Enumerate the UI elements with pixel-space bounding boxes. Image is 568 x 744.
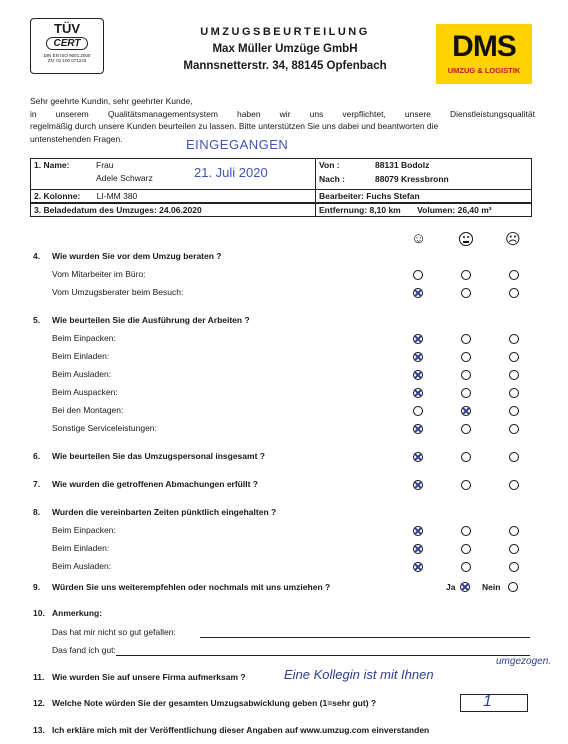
item-radio-bad[interactable] [509, 544, 519, 554]
q13-number: 13. [33, 725, 45, 735]
item-radio-good[interactable] [413, 288, 423, 298]
question-item-label: Beim Ausladen: [52, 369, 112, 379]
item-radio-neutral[interactable] [461, 270, 471, 280]
item-radio-neutral[interactable] [461, 334, 471, 344]
nach-label: Nach : [319, 174, 345, 184]
item-radio-bad[interactable] [509, 334, 519, 344]
q9-text: Würden Sie uns weiterempfehlen oder nochmals mit uns umziehen ? [52, 582, 331, 592]
q10-number: 10. [33, 608, 45, 618]
item-radio-bad[interactable] [509, 370, 519, 380]
item-radio-good[interactable] [413, 562, 423, 572]
smiley-neutral-icon [459, 232, 473, 246]
question-text: Wie wurden Sie vor dem Umzug beraten ? [52, 251, 222, 261]
q11-number: 11. [33, 672, 45, 682]
q10-good-label: Das fand ich gut: [52, 645, 116, 655]
item-radio-neutral[interactable] [461, 388, 471, 398]
q9-number: 9. [33, 582, 41, 592]
question-text: Wie beurteilen Sie das Umzugspersonal insgesamt ? [52, 451, 265, 461]
item-radio-good[interactable] [413, 388, 423, 398]
q10-not-good-line[interactable] [200, 637, 530, 638]
item-radio-bad[interactable] [509, 352, 519, 362]
von-label: Von : [319, 160, 340, 170]
dms-logo [436, 24, 532, 84]
volumen-value: 26,40 m³ [457, 205, 492, 215]
question-item-label: Bei den Montagen: [52, 405, 124, 415]
question-radio-bad[interactable] [509, 452, 519, 462]
q10-text: Anmerkung: [52, 608, 103, 618]
q11-answer-extra: umgezogen. [496, 656, 552, 667]
question-radio-good[interactable] [413, 480, 423, 490]
question-number: 4. [33, 251, 41, 261]
question-item-label: Beim Ausladen: [52, 561, 112, 571]
volumen-label: Volumen: [417, 205, 456, 215]
entfernung-label: Entfernung: [319, 205, 368, 215]
von-value: 88131 Bodolz [375, 160, 430, 170]
item-radio-good[interactable] [413, 270, 423, 280]
entfernung-cell [316, 203, 532, 217]
item-radio-good[interactable] [413, 526, 423, 536]
item-radio-neutral[interactable] [461, 562, 471, 572]
bearbeiter-cell [316, 190, 532, 204]
kolonne-label: 2. Kolonne: [34, 191, 81, 201]
question-radio-neutral[interactable] [461, 452, 471, 462]
beladedatum: 3. Beladedatum des Umzuges: 24.06.2020 [34, 205, 202, 215]
question-number: 7. [33, 479, 41, 489]
question-text: Wurden die vereinbarten Zeiten pünktlich eingehalten ? [52, 507, 277, 517]
item-radio-bad[interactable] [509, 270, 519, 280]
nach-value: 88079 Kressbronn [375, 174, 449, 184]
item-radio-neutral[interactable] [461, 370, 471, 380]
item-radio-neutral[interactable] [461, 406, 471, 416]
dms-brand: DMS [452, 30, 516, 63]
company-name: Max Müller Umzüge GmbH [212, 43, 358, 55]
question-number: 5. [33, 315, 41, 325]
item-radio-bad[interactable] [509, 424, 519, 434]
tuev-cert-logo [30, 18, 104, 74]
q10-good-line[interactable] [116, 655, 530, 656]
question-item-label: Beim Auspacken: [52, 387, 118, 397]
item-radio-good[interactable] [413, 334, 423, 344]
item-radio-bad[interactable] [509, 526, 519, 536]
kolonne-value: LI-MM 380 [96, 191, 138, 201]
item-radio-good[interactable] [413, 352, 423, 362]
q12-grade-box[interactable] [460, 694, 528, 712]
intro-line1: in unserem Qualitätsmanagementsystem haben wir uns verpflichtet, unsere Dienstleistungsqualität [30, 108, 535, 119]
smiley-good-icon: ☺ [411, 230, 427, 247]
name-cell [31, 159, 316, 190]
q9-nein-label: Nein [482, 582, 501, 592]
question-item-label: Beim Einladen: [52, 351, 110, 361]
q10-not-good-label: Das hat mir nicht so gut gefallen: [52, 627, 176, 637]
q11-text: Wie wurden Sie auf unsere Firma aufmerksam ? [52, 672, 246, 682]
name-label: 1. Name: [34, 160, 70, 170]
route-cell [316, 159, 532, 190]
question-radio-neutral[interactable] [461, 480, 471, 490]
cert-line2: ZN: 01 100 071243 [47, 58, 87, 63]
company-address: Mannsnetterstr. 34, 88145 Opfenbach [183, 60, 387, 72]
item-radio-bad[interactable] [509, 388, 519, 398]
q11-answer[interactable]: Eine Kollegin ist mit Ihnen [284, 667, 434, 682]
item-radio-neutral[interactable] [461, 424, 471, 434]
customer-info-table [30, 158, 532, 217]
item-radio-bad[interactable] [509, 562, 519, 572]
stamp-date: 21. Juli 2020 [194, 165, 268, 180]
item-radio-good[interactable] [413, 406, 423, 416]
item-radio-bad[interactable] [509, 406, 519, 416]
question-number: 8. [33, 507, 41, 517]
bearbeiter-value: Fuchs Stefan [366, 191, 420, 201]
item-radio-good[interactable] [413, 424, 423, 434]
question-radio-good[interactable] [413, 452, 423, 462]
question-item-label: Beim Einpacken: [52, 525, 116, 535]
question-number: 6. [33, 451, 41, 461]
intro-salutation: Sehr geehrte Kundin, sehr geehrter Kunde, [30, 96, 193, 106]
q12-answer: 1 [483, 693, 492, 710]
item-radio-neutral[interactable] [461, 352, 471, 362]
smiley-bad-icon: ☹ [505, 231, 521, 248]
q12-text: Welche Note würden Sie der gesamten Umzugsabwicklung geben (1=sehr gut) ? [52, 698, 377, 708]
item-radio-neutral[interactable] [461, 544, 471, 554]
question-item-label: Sonstige Serviceleistungen: [52, 423, 157, 433]
question-radio-bad[interactable] [509, 480, 519, 490]
bearbeiter-label: Bearbeiter: [319, 191, 364, 201]
kolonne-cell [31, 190, 316, 204]
question-text: Wie wurden die getroffenen Abmachungen erfüllt ? [52, 479, 258, 489]
item-radio-neutral[interactable] [461, 288, 471, 298]
beladedatum-cell [31, 203, 316, 217]
question-item-label: Vom Mitarbeiter im Büro: [52, 269, 146, 279]
item-radio-good[interactable] [413, 544, 423, 554]
entfernung-value: 8,10 km [369, 205, 401, 215]
intro-line3: untenstehenden Fragen. [30, 133, 123, 144]
question-item-label: Beim Einpacken: [52, 333, 116, 343]
q12-number: 12. [33, 698, 45, 708]
intro-line2: regelmäßig durch unsere Kunden beurteilen zu lassen. Bitte unterstützen Sie uns dabei und beantworten die [30, 121, 439, 131]
question-text: Wie beurteilen Sie die Ausführung der Arbeiten ? [52, 315, 250, 325]
q9-ja-radio[interactable] [460, 582, 470, 592]
form-title: UMZUGSBEURTEILUNG [200, 26, 370, 38]
dms-tagline: UMZUG & LOGISTIK [447, 66, 521, 75]
q9-ja-label: Ja [446, 582, 456, 592]
question-item-label: Vom Umzugsberater beim Besuch: [52, 287, 184, 297]
item-radio-bad[interactable] [509, 288, 519, 298]
tuev-brand: TÜV [54, 21, 80, 36]
cert-line1: DIN EN ISO 9001:2000 [43, 53, 91, 58]
cert-label: CERT [46, 37, 88, 50]
q13-text: Ich erkläre mich mit der Veröffentlichung dieser Angaben auf www.umzug.com einverstanden [52, 725, 430, 735]
name-value: Adele Schwarz [96, 173, 153, 183]
q9-nein-radio[interactable] [508, 582, 518, 592]
item-radio-neutral[interactable] [461, 526, 471, 536]
question-item-label: Beim Einladen: [52, 543, 110, 553]
item-radio-good[interactable] [413, 370, 423, 380]
stamp-eingegangen: EINGEGANGEN [186, 137, 289, 152]
name-salutation: Frau [96, 160, 114, 170]
